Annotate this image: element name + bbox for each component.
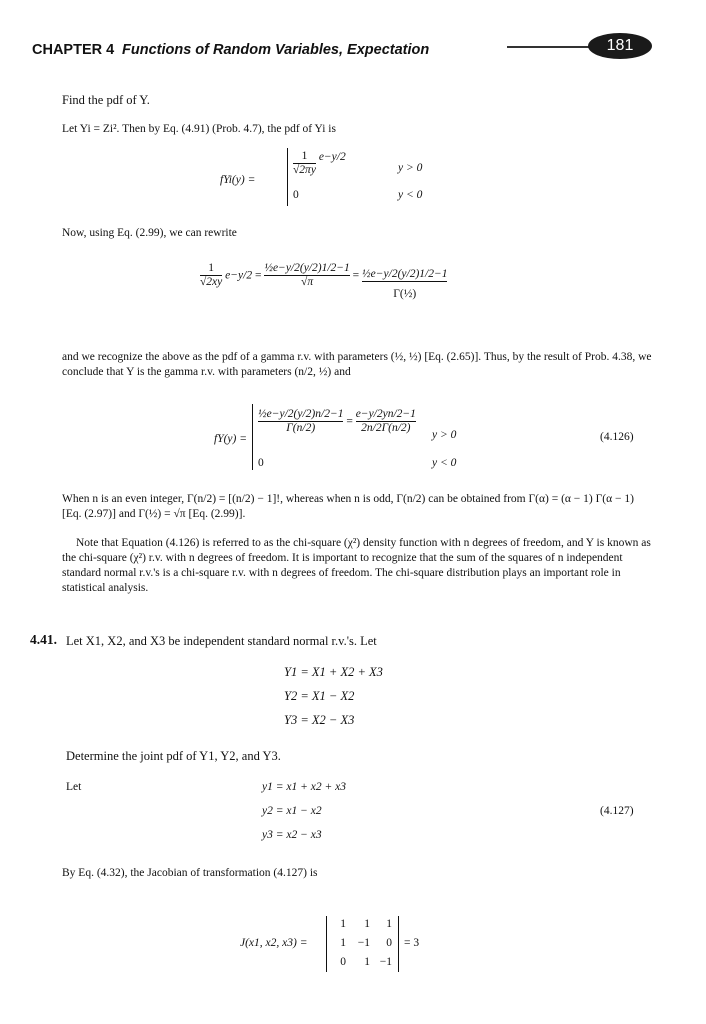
sys-Y-2: Y2 = X1 − X2 <box>284 689 355 703</box>
chi-square-note: Note that Equation (4.126) is referred to as the chi-square (χ²) density function with n degrees of freedom, and Y is known as the chi-square (χ²) r.v. with n degrees of freedom. It is important to recognize that the sum of the squares of n independent standard normal r.v.'s is a chi-square r.v. with n degrees of freedom. The chi-square distribution plays an important role in statistical analysis. <box>62 537 651 594</box>
eq1-num: 1 <box>301 150 308 162</box>
even-odd-paragraph: When n is an even integer, Γ(n/2) = [(n/2) − 1]!, whereas when n is odd, Γ(n/2) can be obtained from Γ(α) = (α − 1) Γ(α − 1) [Eq. (2.97)] and Γ(½) = √π [Eq. (2.99)]. <box>62 493 634 520</box>
chapter-label: CHAPTER 4 <box>32 42 115 58</box>
eq1-case1 <box>293 150 346 177</box>
gamma-paragraph: and we recognize the above as the pdf of a gamma r.v. with parameters (½, ½) [Eq. (2.65)]. Thus, by the result of Prob. 4.38, we conclude that Y is the gamma r.v. with parameters (n/2, ½) and <box>62 351 652 378</box>
eq3-eq: = <box>346 415 353 428</box>
eq2-b-den: √π <box>264 275 349 289</box>
eq2-row <box>200 262 447 301</box>
eq3-zero: 0 <box>258 457 264 469</box>
eq3-case1 <box>258 408 416 435</box>
eq3-b-den: 2n/2Γ(n/2) <box>356 421 416 435</box>
eq3-cond1: y > 0 <box>432 429 457 441</box>
eq2-eq1: = <box>254 269 262 282</box>
sys-y-1: y1 = x1 + x2 + x3 <box>262 781 346 793</box>
find-pdf-text: Find the pdf of Y. <box>62 93 150 107</box>
eq1-cond2: y < 0 <box>398 189 423 201</box>
eq2-a-den: √2xy <box>200 276 223 289</box>
matrix-cell: −1 <box>379 956 392 968</box>
eq2-c-num: ½e−y/2(y/2)1/2−1 <box>362 268 448 280</box>
chapter-title: Functions of Random Variables, Expectation <box>122 42 430 58</box>
eq2-eq2: = <box>352 269 360 282</box>
eq3-lhs: fY(y) = <box>214 433 247 445</box>
sys-Y-3: Y3 = X2 − X3 <box>284 713 355 727</box>
sys-y-2: y2 = x1 − x2 <box>262 805 322 817</box>
problem-number: 4.41. <box>30 632 57 647</box>
jacobian-intro: By Eq. (4.32), the Jacobian of transformation (4.127) is <box>62 867 318 879</box>
eq3-a-den: Γ(n/2) <box>258 421 343 435</box>
det-bar-right <box>398 916 399 972</box>
matrix-cell: −1 <box>357 937 370 949</box>
eq2-a-num: 1 <box>208 262 215 274</box>
matrix-cell: 1 <box>340 918 346 930</box>
eq3-cond2: y < 0 <box>432 457 457 469</box>
sys-Y-1: Y1 = X1 + X2 + X3 <box>284 665 383 679</box>
let-word: Let <box>66 781 82 793</box>
eq1-exp: e−y/2 <box>318 151 346 163</box>
let-yi-text: Let Yi = Zi². Then by Eq. (4.91) (Prob. 4.7), the pdf of Yi is <box>62 123 336 135</box>
eq1-zero: 0 <box>293 189 299 201</box>
sys-y-3: y3 = x2 − x3 <box>262 829 322 841</box>
problem-statement: Let X1, X2, and X3 be independent standard normal r.v.'s. Let <box>66 634 377 648</box>
det-bar-left <box>326 916 327 972</box>
eq1-brace <box>287 148 288 206</box>
jacobian-result: = 3 <box>404 937 420 949</box>
jacobian-lhs: J(x1, x2, x3) = <box>240 937 308 949</box>
matrix-cell: 0 <box>340 956 346 968</box>
rewrite-text: Now, using Eq. (2.99), we can rewrite <box>62 227 237 239</box>
matrix-cell: 0 <box>386 937 392 949</box>
determine-text: Determine the joint pdf of Y1, Y2, and Y3. <box>66 749 281 763</box>
matrix-cell: 1 <box>364 918 370 930</box>
eq1-lhs: fYi(y) = <box>220 174 256 186</box>
eq-label-4126: (4.126) <box>600 431 634 443</box>
eq1-cond1: y > 0 <box>398 162 423 174</box>
eq-label-4127: (4.127) <box>600 805 634 817</box>
eq2-b-num: ½e−y/2(y/2)1/2−1 <box>264 262 350 274</box>
eq2-c-den: Γ(½) <box>362 281 447 301</box>
matrix-cell: 1 <box>340 937 346 949</box>
matrix-cell: 1 <box>364 956 370 968</box>
eq1-den: √2πy <box>293 164 316 177</box>
eq2-a-exp: e−y/2 <box>225 269 253 282</box>
page-number-badge: 181 <box>588 33 652 59</box>
eq3-brace <box>252 404 253 470</box>
eq3-b-num: e−y/2yn/2−1 <box>355 408 416 420</box>
eq3-a-num: ½e−y/2(y/2)n/2−1 <box>258 408 344 420</box>
matrix-cell: 1 <box>386 918 392 930</box>
